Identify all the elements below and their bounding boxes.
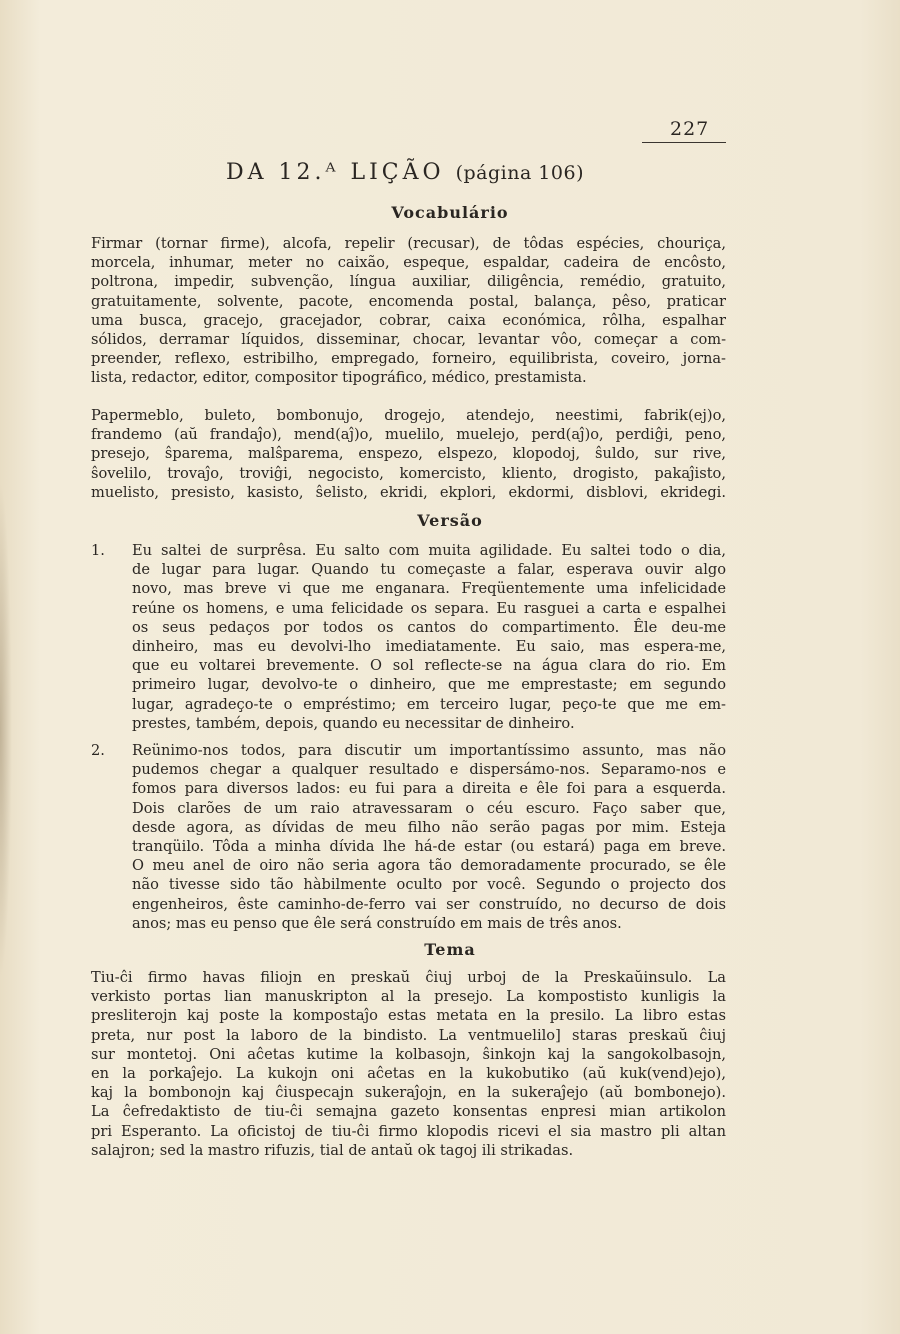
text-line <box>91 541 726 560</box>
text-line-content: Reünimo-nos todos, para discutir um importantíssimo assunto, mas não <box>132 742 726 759</box>
text-line: O meu anel de oiro não seria agora tão demoradamente procurado, se êle <box>132 857 726 875</box>
text-line: poltrona, impedir, subvenção, língua auxiliar, diligência, remédio, gratuito, <box>91 273 726 291</box>
versao-item-1 <box>91 541 726 733</box>
text-line: presliterojn kaj poste la kompostaĵo estas metata en la presilo. La libro estas <box>91 1007 726 1025</box>
text-line: de lugar para lugar. Quando tu começaste a falar, esperava ouvir algo <box>132 561 726 579</box>
text-line: Firmar (tornar firme), alcofa, repelir (recusar), de tôdas espécies, chouriça, <box>91 235 726 252</box>
item-number: 1. <box>91 542 105 559</box>
text-line: sur montetoj. Oni aĉetas kutime la kolbasojn, ŝinkojn kaj la sangokolbasojn, <box>91 1045 726 1063</box>
versao-item-2 <box>91 741 726 933</box>
text-line: os seus pedaços por todos os cantos do compartimento. Êle deu-me <box>132 618 726 636</box>
text-line: primeiro lugar, devolvo-te o dinheiro, que me emprestaste; em segundo <box>132 676 726 694</box>
text-line: Dois clarões de um raio atravessaram o céu escuro. Faço saber que, <box>132 799 726 817</box>
text-line: preta, nur post la laboro de la bindisto. La ventmuelilo] staras preskaŭ ĉiuj <box>91 1026 726 1044</box>
text-line: lista, redactor, editor, compositor tipográfico, médico, prestamista. <box>91 369 587 387</box>
text-line: verkisto portas lian manuskripton al la presejo. La kompostisto kunligis la <box>91 988 726 1006</box>
text-line: kaj la bombonojn kaj ĉiuspecajn sukeraĵojn, en la sukeraĵejo (aŭ bombonejo). <box>91 1084 726 1102</box>
lesson-heading-sub: (página 106) <box>455 162 584 184</box>
text-line: ŝovelilo, trovaĵo, troviĝi, negocisto, komercisto, kliento, drogisto, pakaĵisto, <box>91 464 726 482</box>
text-line: en la porkaĵejo. La kukojn oni aĉetas en la kukobutiko (aŭ kuk(vend)ejo), <box>91 1065 726 1083</box>
text-line: Papermeblo, buleto, bombonujo, drogejo, atendejo, neestimi, fabrik(ej)o, <box>91 407 726 424</box>
text-line: que eu voltarei brevemente. O sol reflecte-se na água clara do rio. Em <box>132 657 726 675</box>
page-number: 227 <box>670 118 710 140</box>
text-line: engenheiros, êste caminho-de-ferro vai ser construído, no decurso de dois <box>132 895 726 913</box>
text-line: Tiu-ĉi firmo havas filiojn en preskaŭ ĉiuj urboj de la Preskaŭinsulo. La <box>91 969 726 986</box>
text-line: muelisto, presisto, kasisto, ŝelisto, ekridi, ekplori, ekdormi, disblovi, ekridegi. <box>91 483 726 501</box>
text-line: dinheiro, mas eu devolvi-lho imediatamente. Eu saio, mas espera-me, <box>132 638 726 656</box>
text-line: pudemos chegar a qualquer resultado e dispersámo-nos. Separamo-nos e <box>132 761 726 779</box>
text-line: prestes, também, depois, quando eu necessitar de dinheiro. <box>132 714 575 732</box>
vocabulary-paragraph-2 <box>91 406 726 502</box>
text-line: frandemo (aŭ frandaĵo), mend(aĵ)o, muelilo, muelejo, perd(aĵ)o, perdiĝi, peno, <box>91 426 726 444</box>
lesson-heading-main: DA 12.ᴬ LIÇÃO <box>226 160 445 185</box>
text-line: uma busca, gracejo, gracejador, cobrar, caixa económica, rôlha, espalhar <box>91 311 726 329</box>
section-title-vocabulario: Vocabulário <box>391 203 509 222</box>
text-line: desde agora, as dívidas de meu filho não serão pagas por mim. Esteja <box>132 818 726 836</box>
text-line: morcela, inhumar, meter no caixão, espeque, espaldar, cadeira de encôsto, <box>91 254 726 272</box>
text-line: pri Esperanto. La oficistoj de tiu-ĉi firmo klopodis ricevi el sia mastro pli altan <box>91 1122 726 1140</box>
text-line: salajron; sed la mastro rifuzis, tial de antaŭ ok tagoj ili strikadas. <box>91 1141 574 1159</box>
tema-paragraph <box>91 968 726 1160</box>
text-line: gratuitamente, solvente, pacote, encomenda postal, balança, pêso, praticar <box>91 292 726 310</box>
binding-shadow <box>0 480 12 980</box>
text-line: presejo, ŝparema, malŝparema, enspezo, elspezo, klopodoj, ŝuldo, sur rive, <box>91 445 726 463</box>
text-line: fomos para diversos lados: eu fui para a direita e êle foi para a esquerda. <box>132 780 726 798</box>
text-line: não tivesse sido tão hàbilmente oculto por você. Segundo o projecto dos <box>132 876 726 894</box>
text-line: anos; mas eu penso que êle será construído em mais de três anos. <box>132 914 622 932</box>
text-line: novo, mas breve vi que me enganara. Freqüentemente uma infelicidade <box>132 580 726 598</box>
text-line-content: Eu saltei de surprêsa. Eu salto com muita agilidade. Eu saltei todo o dia, <box>132 542 726 559</box>
text-line: sólidos, derramar líquidos, disseminar, chocar, levantar vôo, começar a com- <box>91 331 726 349</box>
text-line: preender, reflexo, estribilho, empregado, forneiro, equilibrista, coveiro, jorna- <box>91 350 726 368</box>
section-title-tema: Tema <box>424 940 476 959</box>
page-number-rule <box>642 142 726 143</box>
text-line: tranqüilo. Tôda a minha dívida lhe há-de estar (ou estará) paga em breve. <box>132 838 726 856</box>
vocabulary-paragraph-1 <box>91 234 726 388</box>
lesson-heading <box>226 160 584 185</box>
text-line <box>91 741 726 760</box>
text-line: lugar, agradeço-te o empréstimo; em terceiro lugar, peço-te que me em- <box>132 695 726 713</box>
text-line: reúne os homens, e uma felicidade os separa. Eu rasguei a carta e espalhei <box>132 599 726 617</box>
section-title-versao: Versão <box>417 511 483 530</box>
item-number: 2. <box>91 742 105 759</box>
text-line: La ĉefredaktisto de tiu-ĉi semajna gazeto konsentas enpresi mian artikolon <box>91 1103 726 1121</box>
